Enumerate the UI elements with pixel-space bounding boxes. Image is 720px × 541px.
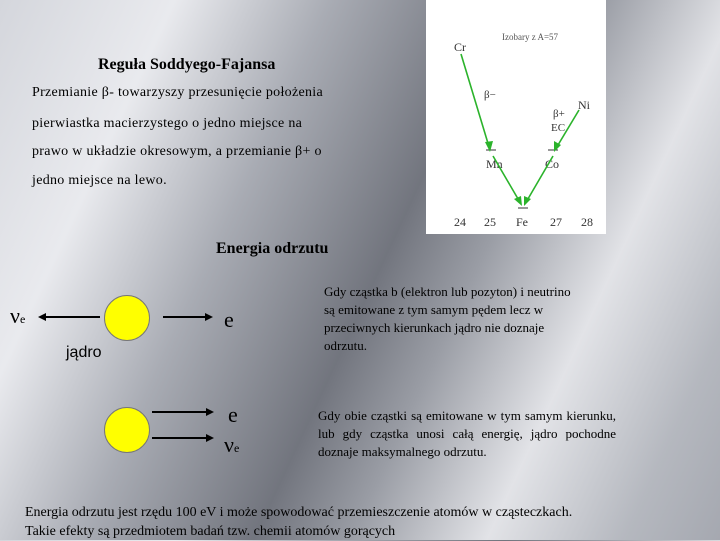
recoil-description-1: Gdy cząstka b (elektron lub pozyton) i neutrino są emitowane z tym samym pędem lecz w przeciwnych kierunkach jądro nie doznaje odrzutu.: [324, 284, 571, 353]
nu-subscript: e: [19, 312, 26, 326]
neutrino-arrow-left: [40, 316, 100, 318]
element-ni: Ni: [578, 98, 590, 112]
nucleus-label: jądro: [66, 344, 102, 361]
element-cr: Cr: [454, 40, 466, 54]
z-label-25: 25: [484, 215, 496, 229]
footer-line-1: Energia odrzutu jest rzędu 100 eV i może spowodować przemieszczenie atomów w cząsteczkach.: [25, 505, 573, 520]
recoil-description-2: Gdy obie cząstki są emitowane w tym samym kierunku, lub gdy cząstka unosi całą energię, jądro pochodne doznaje maksymalnego odrzutu.: [318, 408, 616, 459]
nu-subscript: e: [233, 441, 240, 455]
footer-line-2: Takie efekty są przedmiotem badań tzw. chemii atomów gorących: [25, 524, 396, 539]
element-fe: Fe: [516, 215, 528, 229]
z-label-28: 28: [581, 215, 593, 229]
isobar-diagram: [426, 0, 606, 234]
nucleus-circle-1: [104, 295, 150, 341]
electron-symbol-1: e: [224, 307, 234, 332]
nu-glyph: ν: [224, 432, 234, 457]
electron-arrow-right-2: [152, 411, 212, 413]
z-label-27: 27: [550, 215, 562, 229]
element-co: Co: [545, 157, 560, 171]
neutrino-symbol-2: [224, 432, 239, 458]
nucleus-circle-2: [104, 407, 150, 453]
decay-arrowheads: [485, 141, 561, 206]
electron-symbol-2: e: [228, 402, 238, 427]
element-mn: Mn: [486, 157, 503, 171]
z-label-24: 24: [454, 215, 466, 229]
footer-text: [25, 503, 572, 541]
rule-line-4: jedno miejsce na lewo.: [32, 173, 167, 188]
isobar-title: Izobary z A=57: [502, 32, 559, 42]
rule-line-2: pierwiastka macierzystego o jedno miejsce na: [32, 116, 303, 131]
ec-label: EC: [551, 122, 566, 134]
beta-plus-label: β+: [553, 108, 565, 120]
energy-title: Energia odrzutu: [216, 240, 329, 257]
nu-glyph: ν: [10, 303, 20, 328]
neutrino-symbol-1: [10, 303, 25, 329]
rule-title: Reguła Soddyego-Fajansa: [98, 56, 276, 73]
neutrino-arrow-right-2: [152, 437, 212, 439]
electron-arrow-right: [163, 316, 211, 318]
rule-line-3: prawo w układzie okresowym, a przemianie β+ o: [32, 144, 322, 159]
rule-line-1: Przemianie β- towarzyszy przesunięcie położenia: [32, 85, 323, 100]
beta-minus-label: β−: [484, 89, 496, 101]
